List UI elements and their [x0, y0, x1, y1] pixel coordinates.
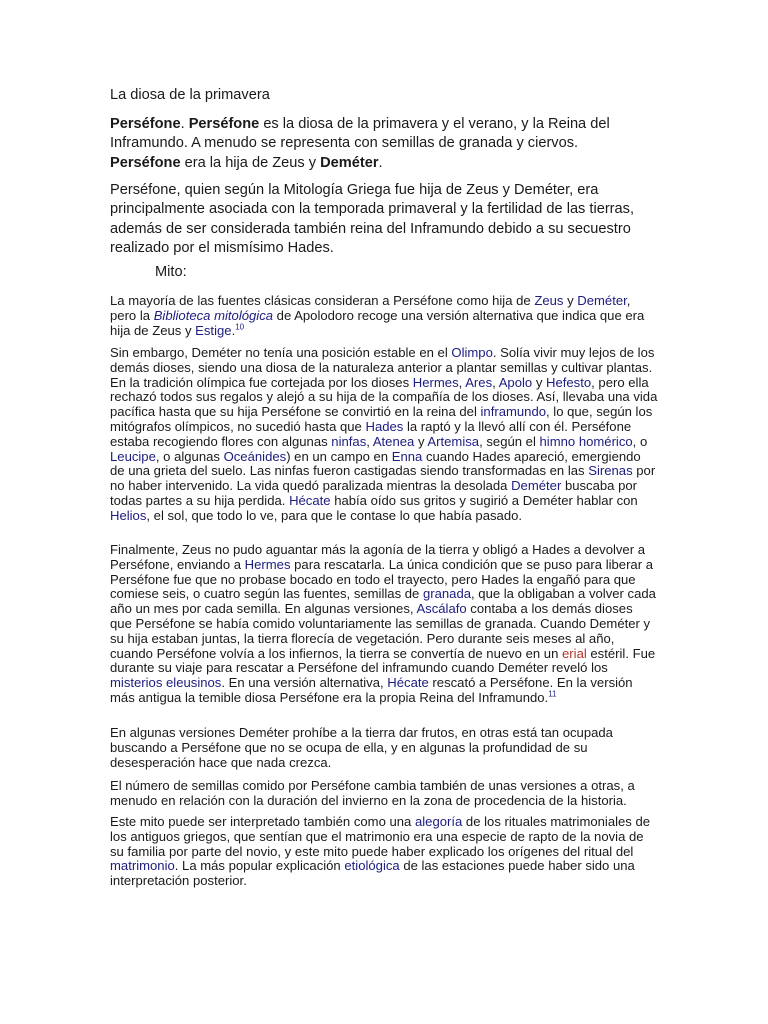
link-himno-homerico[interactable]: himno homérico: [539, 433, 633, 449]
text-run: de las estaciones puede haber sido una interpretación posterior.: [110, 858, 635, 889]
link-oceanides[interactable]: Oceánides: [223, 448, 287, 464]
link-hades[interactable]: Hades: [365, 418, 404, 434]
link-estige[interactable]: Estige: [195, 322, 232, 338]
text-run: la raptó y la llevó allí con él. Perséfone estaba recogiendo flores con algunas: [110, 418, 632, 449]
text-run: de Apolodoro recoge una versión alternativa que indica que era hija de Zeus y: [110, 307, 645, 338]
text-run: , que la obligaban a volver cada año un mes por cada semilla. En algunas versiones,: [110, 586, 656, 617]
link-ares[interactable]: Ares: [465, 374, 493, 390]
link-ascalafo[interactable]: Ascálafo: [416, 601, 467, 617]
text-run: Sin embargo, Deméter no tenía una posición estable en el: [110, 345, 452, 360]
text-run: por no haber intervenido. La vida quedó paralizada mientras la desolada: [110, 463, 656, 494]
bold-text: Perséfone: [188, 116, 260, 132]
text-run: ,: [458, 374, 466, 390]
text-run: .: [231, 322, 236, 338]
link-matrimonio[interactable]: matrimonio: [110, 858, 175, 874]
link-demeter[interactable]: Deméter: [577, 293, 627, 308]
intro-paragraph: [110, 115, 610, 173]
link-helios[interactable]: Helios: [110, 507, 147, 523]
text-run: cuando Hades apareció, emergiendo de una grieta del suelo. Las ninfas fueron castigadas siendo transformadas en las: [110, 448, 641, 479]
text-run: . La más popular explicación: [174, 858, 345, 874]
paragraph-allegory: [110, 815, 658, 889]
link-biblioteca-mitologica[interactable]: Biblioteca mitológica: [153, 307, 274, 323]
paragraph-return: [110, 543, 658, 706]
link-hefesto[interactable]: Hefesto: [546, 374, 592, 390]
text-run: es la diosa de la primavera y el verano, y la Reina del Inframundo. A menudo se representa con semillas de granada y ciervos.: [110, 116, 610, 152]
text-run: contaba a los demás dioses que Perséfone se había comido voluntariamente las semillas de granada. Cuando Deméter y su hija estaban juntas, la tierra florecía de vegetación. Pero durante seis meses al año, cuando Perséfone volvía a los infiernos, la tierra se convertía de nuevo en un: [110, 601, 651, 661]
text-run: En algunas versiones Deméter prohíbe a la tierra dar frutos, en otras está tan ocupada buscando a Perséfone que no se ocupa de ella, y en algunas la profundidad de su desesperación hace que nada crezca.: [110, 725, 613, 770]
bold-text: Perséfone: [110, 154, 181, 171]
link-hecate[interactable]: Hécate: [289, 492, 331, 508]
link-hermes[interactable]: Hermes: [412, 374, 459, 390]
link-etiologica[interactable]: etiológica: [344, 858, 400, 874]
text-run: buscaba por todas partes a su hija perdida.: [110, 478, 638, 508]
link-demeter[interactable]: Deméter: [511, 478, 562, 494]
page-title: La diosa de la primavera: [110, 87, 270, 103]
text-run: . Solía vivir muy lejos de los demás dioses, siendo una diosa de la naturaleza anterior a plantar semillas y cultivar plantas. En la tradición olímpica fue cortejada por los dioses: [110, 345, 655, 390]
text-run: .: [378, 154, 383, 171]
paragraph-abduction: [110, 346, 658, 524]
link-sirenas[interactable]: Sirenas: [588, 463, 633, 479]
text-run: estéril. Fue durante su viaje para rescatar a Perséfone del inframundo cuando Deméter reveló los: [110, 645, 656, 676]
link-granada[interactable]: granada: [422, 586, 472, 602]
text-run: para rescatarla. La única condición que se puso para liberar a Perséfone fue que no probase bocado en todo el trayecto, pero Hades la engañó para que comiese seis, o cuatro según las fuentes, semillas de: [110, 556, 653, 602]
text-run: de los rituales matrimoniales de los antiguos griegos, que sentían que el matrimonio era una especie de rapto de la novia de su familia por parte del novio, y este mito puede haber explicado los orígenes del ritual del: [110, 814, 651, 859]
text-run: , el sol, que todo lo ve, para que le contase lo que había pasado.: [146, 507, 523, 523]
text-run: . En una versión alternativa,: [221, 675, 388, 691]
text-run: y: [563, 293, 578, 308]
text-run: , o algunas: [155, 448, 224, 464]
footnote-ref[interactable]: 11: [548, 689, 557, 699]
link-ninfas[interactable]: ninfas: [331, 433, 367, 449]
text-run: El número de semillas comido por Perséfone cambia también de unas versiones a otras, a menudo en relación con la duración del invierno en la zona de procedencia de la historia.: [110, 778, 635, 808]
link-enna[interactable]: Enna: [391, 448, 423, 464]
text-run: , según el: [479, 433, 540, 449]
bold-text: Perséfone: [110, 116, 181, 132]
link-hecate[interactable]: Hécate: [387, 675, 429, 691]
link-leucipe[interactable]: Leucipe: [110, 448, 156, 464]
text-run: , pero la: [110, 293, 631, 323]
link-misterios-eleusinos[interactable]: misterios eleusinos: [110, 675, 222, 691]
text-run: La mayoría de las fuentes clásicas consideran a Perséfone como hija de: [110, 293, 535, 308]
paragraph-seeds: [110, 779, 658, 809]
link-hermes[interactable]: Hermes: [244, 556, 291, 572]
text-run: ,: [366, 433, 373, 449]
text-run: Este mito puede ser interpretado también como una: [110, 814, 415, 829]
text-run: rescató a Perséfone. En la versión más antigua la temible diosa Perséfone era la propia Reina del Inframundo.: [110, 675, 633, 705]
link-erial[interactable]: erial: [562, 645, 587, 661]
link-olimpo[interactable]: Olimpo: [451, 345, 493, 360]
bold-text: Deméter: [320, 154, 379, 171]
link-artemisa[interactable]: Artemisa: [427, 433, 480, 449]
mito-heading: Mito:: [155, 264, 187, 280]
text-run: .: [180, 116, 189, 132]
footnote-ref[interactable]: 10: [235, 322, 245, 332]
text-run: ) en un campo en: [286, 448, 392, 464]
summary-paragraph: Perséfone, quien según la Mitología Griega fue hija de Zeus y Deméter, era principalmente asociada con la temporada primaveral y la fertilidad de las tierras, además de ser considerada también reina del Inframundo debido a su secuestro realizado por el mismísimo Hades.: [110, 182, 635, 256]
text-run: y: [532, 374, 547, 390]
link-apolo[interactable]: Apolo: [498, 374, 533, 390]
text-run: , o: [632, 433, 648, 449]
text-run: y: [414, 433, 428, 449]
text-run: era la hija de Zeus y: [180, 154, 321, 171]
paragraph-versions: [110, 726, 640, 770]
link-atenea[interactable]: Atenea: [372, 433, 415, 449]
text-run: , pero ella rechazó todos sus regalos y alejó a su hija de la compañía de los dioses. Así, llevaba una vida pacífica hasta que su hija Perséfone se convirtió en la reina del: [110, 374, 658, 420]
text-run: había oído sus gritos y sugirió a Deméter hablar con: [330, 492, 638, 508]
link-alegoria[interactable]: alegoría: [414, 814, 463, 829]
paragraph-parentage: [110, 294, 650, 338]
text-run: , lo que, según los mitógrafos olímpicos, no sucedió hasta que: [110, 404, 653, 434]
text-run: ,: [492, 374, 499, 390]
link-inframundo[interactable]: inframundo: [480, 404, 547, 420]
link-zeus[interactable]: Zeus: [534, 293, 564, 308]
text-run: Finalmente, Zeus no pudo aguantar más la agonía de la tierra y obligó a Hades a devolver a Perséfone, enviando a: [110, 542, 645, 572]
